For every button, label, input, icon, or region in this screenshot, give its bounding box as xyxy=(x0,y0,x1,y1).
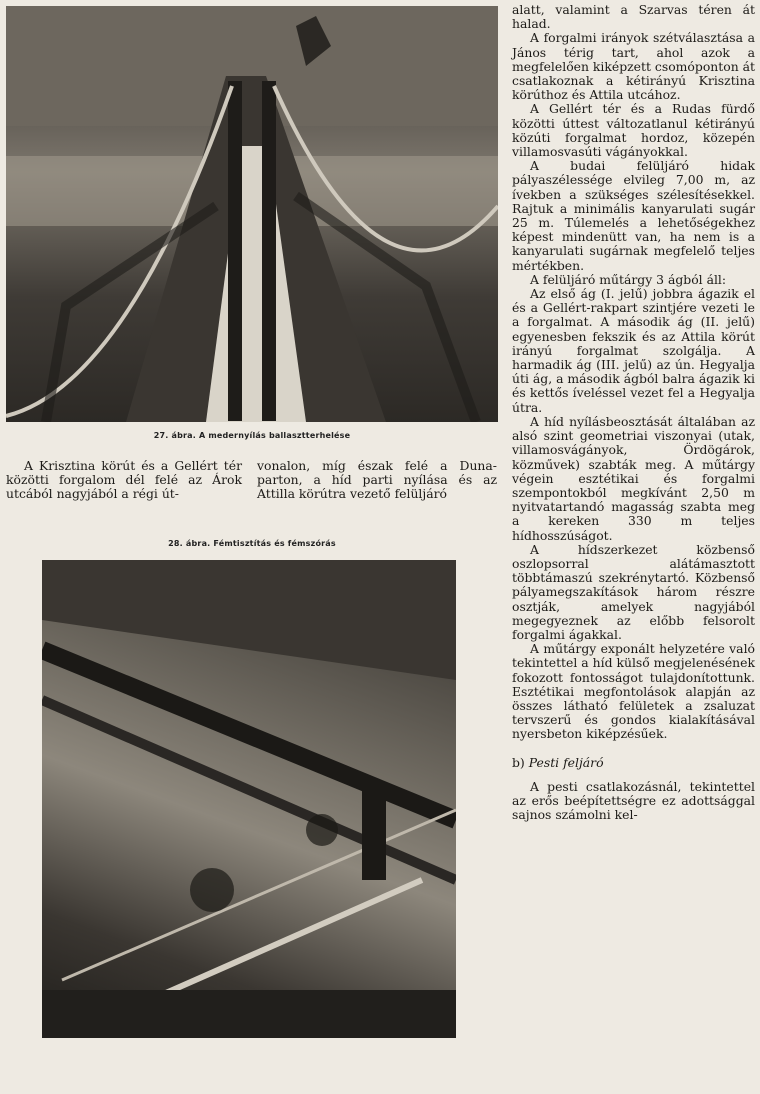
figure-28-photo xyxy=(42,560,456,1038)
paragraph-three-branches: A felüljáró műtárgy 3 ágból áll: xyxy=(530,271,727,287)
paragraph-pest-connection: A pesti csatlakozásnál, tekintettel az erős beépítettségre ez adottsággal sajnos számolni kel- xyxy=(512,778,755,823)
paragraph-overpass-width: A budai felüljáró hidak pályaszélessége elvileg 7,00 m, az ívekben a szükséges szélesítésekkel. Rajtuk a minimális kanyarulati sugár 25 m. Túlemelés a lehetőségekhez képest mindenütt van, ha nem is a kanyarulati sugárnak megfelelő teljes mértékben. xyxy=(512,158,755,273)
left-column-b xyxy=(257,459,497,502)
figure-28-caption: 28. ábra. Fémtisztítás és fémszórás xyxy=(168,539,336,548)
paragraph-structure: A hídszerkezet közbenső oszlopsorral alátámasztott többtámaszú szekrénytartó. Közbenső pályamegszakítások három részre osztják, amelyek nagyjából megegyeznek az előbb felsorolt forgalmi ágakkal. xyxy=(512,541,755,642)
right-column xyxy=(512,3,755,822)
paragraph-traffic-directions: A forgalmi irányok szétválasztása a János térig tart, ahol azok a megfelelően kiképzett csomóponton át csatlakoznak a kétirányú Krisztina körúthoz és Attila utcához. xyxy=(512,30,755,103)
subheading-title: Pesti feljáró xyxy=(528,754,604,770)
paragraph-gellert-ter: A Gellért tér és a Rudas fürdő közötti úttest változatlanul kétirányú közúti forgalmat hordoz, közepén villamosvasúti vágányokkal. xyxy=(512,101,755,160)
left-column-b-text: vonalon, míg észak felé a Duna-parton, a híd parti nyílása és az Attilla körútra vezető felüljáró xyxy=(257,458,497,502)
figure-27-caption: 27. ábra. A medernyílás ballasztterhelése xyxy=(153,431,351,440)
paragraph-span-layout: A híd nyílásbeosztását általában az alsó szint geometriai viszonyai (utak, villamosvágányok, Ördögárok, közművek) szabták meg. A műtárgy végein esztétikai és forgalmi szempontokból megkívánt 2,50 m nyitvatartandó magasság szabta meg a kereken 330 m teljes hídhosszúságot. xyxy=(512,413,755,543)
left-column-a xyxy=(6,459,242,502)
subheading-prefix: b) xyxy=(512,754,529,770)
paragraph-branch-details: Az első ág (I. jelű) jobbra ágazik el és a Gellért-rakpart szintjére vezeti le a forgalmat. A második ág (II. jelű) egyenesben fekszik és az Attila körút irányú forgalmat szolgálja. A harmadik ág (III. jelű) az ún. Hegyalja úti ág, a második ágból balra ágazik ki és kettős íveléssel vezet fel a Hegyalja útra. xyxy=(512,286,755,415)
paragraph-continuation: alatt, valamint a Szarvas téren át halad. xyxy=(512,2,755,32)
subheading-pesti-feljaro xyxy=(512,756,755,770)
paragraph-aesthetics: A műtárgy exponált helyzetére való tekintettel a híd külső megjelenésének fokozott fontosságot tulajdonítottunk. Esztétikai megfontolások alapján az összes látható felületek a zsaluzat tervszerű és gondos kialakításával nyersbeton kiképzésűek. xyxy=(512,641,755,742)
left-column-a-text: A Krisztina körút és a Gellért tér közötti forgalom dél felé az Árok utcából nagyjából a régi út- xyxy=(6,458,242,502)
figure-27-photo xyxy=(6,6,498,422)
